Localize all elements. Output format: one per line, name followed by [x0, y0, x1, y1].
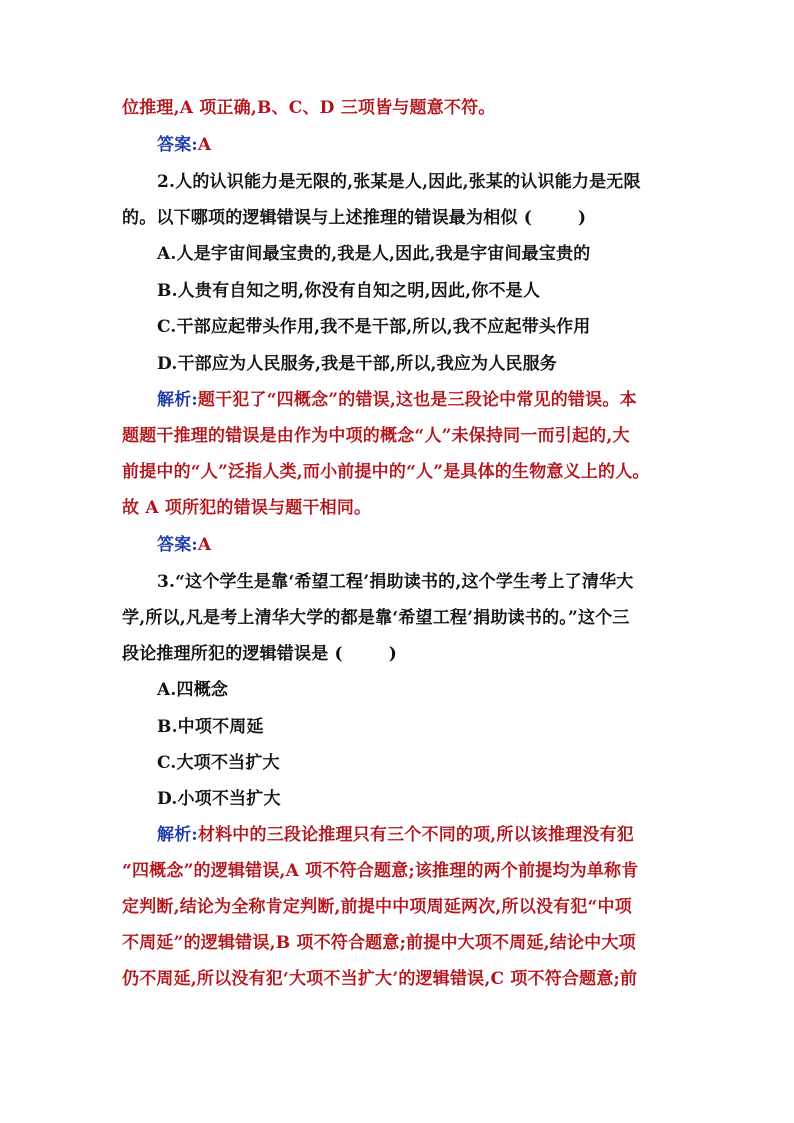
answer-value: A: [197, 135, 212, 155]
prev-analysis-tail: 位推理,A 项正确,B、C、D 三项皆与题意不符。: [122, 98, 496, 118]
q2-analysis-line-4: 故 A 项所犯的错误与题干相同。: [122, 498, 372, 518]
q2-analysis-line-1: 解析:题干犯了“四概念”的错误,这也是三段论中常见的错误。本: [157, 390, 637, 410]
answer-label: 答案:: [157, 535, 198, 555]
q2-analysis-line-3: 前提中的“人”泛指人类,而小前提中的“人”是具体的生物意义上的人。: [122, 462, 650, 482]
answer-label: 答案:: [157, 135, 198, 155]
answer-paren-open: (: [334, 644, 343, 664]
q3-stem-line-1: 3.“这个学生是靠‘希望工程’捐助读书的,这个学生考上了清华大: [157, 572, 634, 592]
q3-analysis-line-4: 不周延”的逻辑错误,B 项不符合题意;前提中大项不周延,结论中大项: [122, 933, 636, 953]
answer-value: A: [197, 535, 212, 555]
q2-option-a: A.人是宇宙间最宝贵的,我是人,因此,我是宇宙间最宝贵的: [157, 244, 591, 264]
answer-paren-close: ): [577, 208, 587, 228]
q3-analysis-line-2: “四概念”的逻辑错误,A 项不符合题意;该推理的两个前提均为单称肯: [122, 861, 639, 881]
q2-option-d: D.干部应为人民服务,我是干部,所以,我应为人民服务: [157, 354, 558, 374]
analysis-label: 解析:: [157, 390, 198, 410]
prev-answer: [157, 134, 211, 156]
q2-analysis-line-2: 题题干推理的错误是由作为中项的概念“人”未保持同一而引起的,大: [122, 426, 630, 446]
q2-stem-line-1: 2.人的认识能力是无限的,张某是人,因此,张某的认识能力是无限: [157, 172, 641, 192]
analysis-label: 解析:: [157, 825, 198, 845]
q3-option-c: C.大项不当扩大: [157, 753, 280, 773]
q3-analysis-line-3: 定判断,结论为全称肯定判断,前提中中项周延两次,所以没有犯“中项: [122, 897, 632, 917]
q3-stem-line-2: 学,所以,凡是考上清华大学的都是靠‘希望工程’捐助读书的。”这个三: [122, 608, 630, 628]
q2-answer: [157, 534, 211, 556]
answer-paren-close: ): [388, 644, 398, 664]
q3-analysis-line-5: 仍不周延,所以没有犯‘大项不当扩大’的逻辑错误,C 项不符合题意;前: [122, 969, 638, 989]
q2-option-b: B.人贵有自知之明,你没有自知之明,因此,你不是人: [157, 281, 541, 301]
q3-option-d: D.小项不当扩大: [157, 789, 281, 809]
q3-option-b: B.中项不周延: [157, 717, 264, 737]
q2-stem-line-2: 的。以下哪项的逻辑错误与上述推理的错误最为相似 ( ): [122, 208, 587, 228]
q3-option-a: A.四概念: [157, 680, 229, 700]
q2-option-c: C.干部应起带头作用,我不是干部,所以,我不应起带头作用: [157, 317, 591, 337]
answer-paren-open: (: [523, 208, 532, 228]
q3-stem-line-3: 段论推理所犯的逻辑错误是 ( ): [122, 644, 398, 664]
q3-analysis-line-1: 解析:材料中的三段论推理只有三个不同的项,所以该推理没有犯: [157, 825, 635, 845]
